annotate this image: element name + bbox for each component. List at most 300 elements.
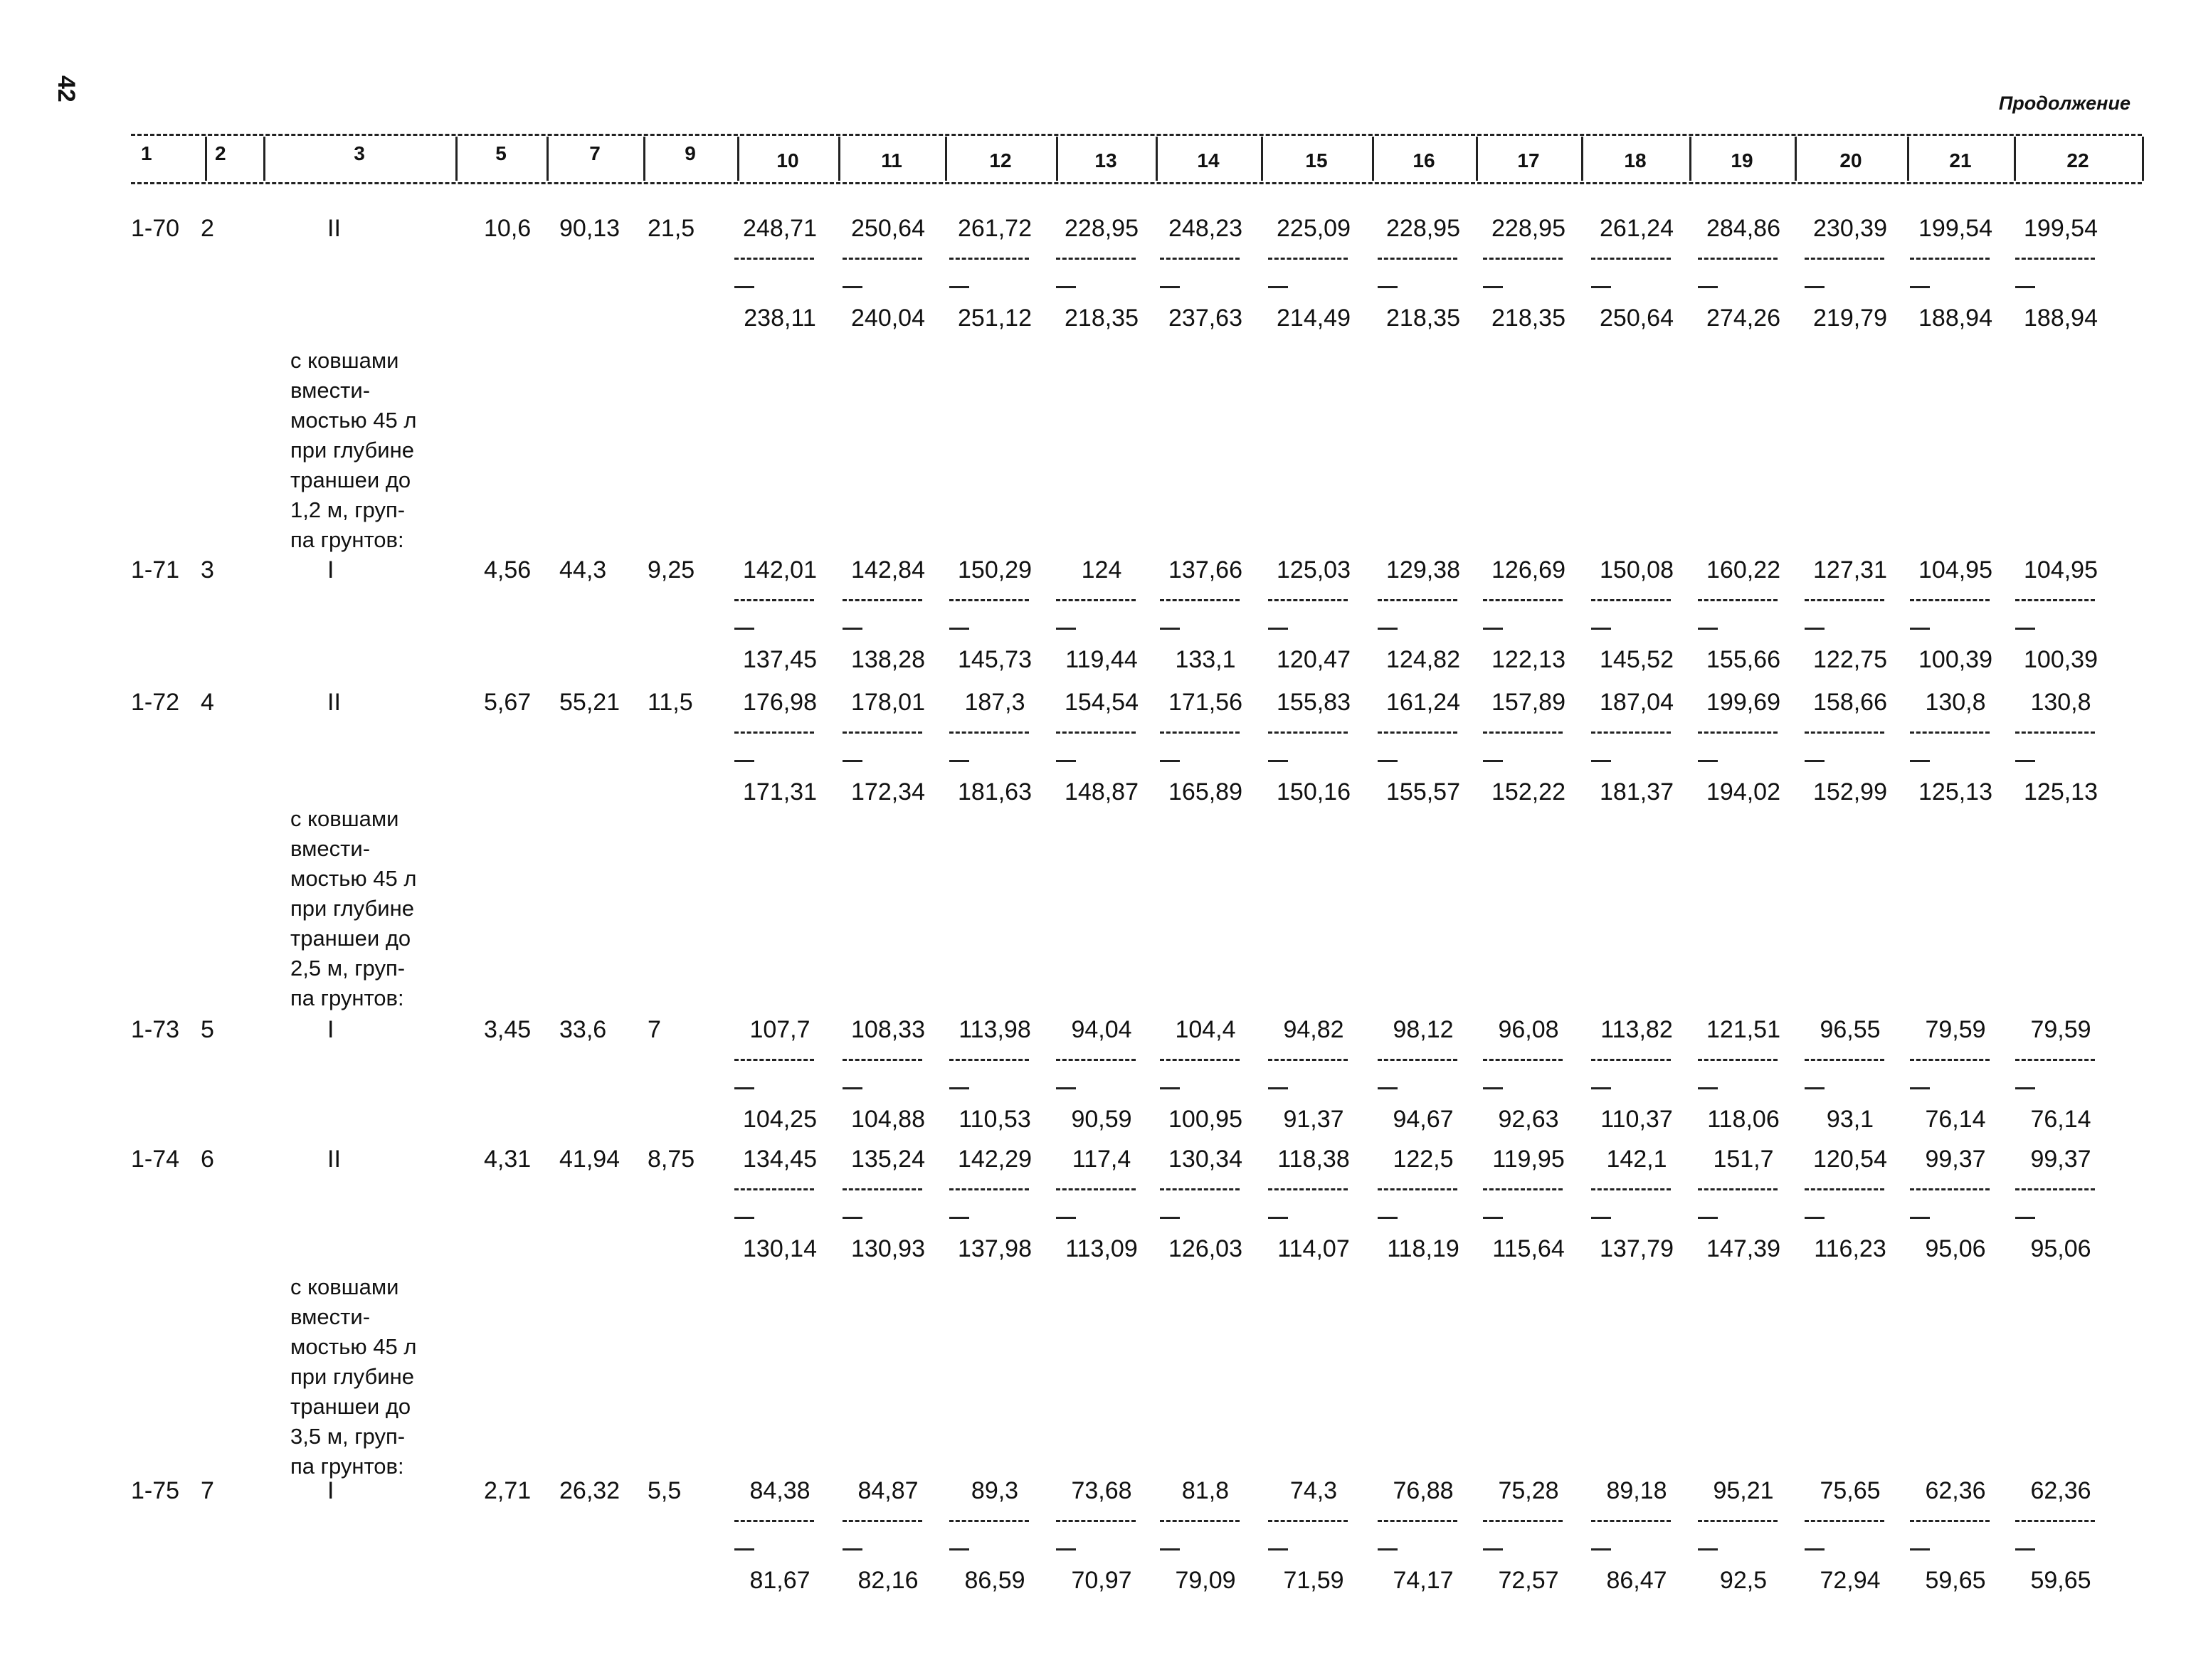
value-top: 125,03 [1277, 556, 1351, 583]
fraction-line [1483, 258, 1563, 260]
fraction-line [843, 731, 922, 734]
col-7-value: 90,13 [559, 215, 621, 242]
fraction-tick [949, 286, 969, 288]
fraction-tick [1698, 628, 1718, 630]
value-bottom: 240,04 [851, 305, 925, 332]
value-bottom: 181,63 [958, 778, 1032, 805]
fraction-tick [1483, 1087, 1503, 1089]
fraction-line [2015, 731, 2095, 734]
row-description: с ковшами вмести- мостью 45 л при глубине траншеи до 1,2 м, груп- па грунтов: [290, 348, 417, 552]
value-bottom: 122,13 [1491, 646, 1565, 673]
fraction-tick [1056, 628, 1076, 630]
fraction-tick [1160, 286, 1180, 288]
col-5-value: 4,31 [484, 1146, 532, 1173]
fraction-tick [1160, 628, 1180, 630]
col-9-value: 7 [648, 1016, 661, 1043]
fraction-tick [1591, 628, 1611, 630]
value-bottom: 138,28 [851, 646, 925, 673]
fraction-line [1268, 1188, 1348, 1190]
fraction-tick [1910, 1548, 1930, 1550]
fraction-tick [1698, 286, 1718, 288]
col-7-value: 55,21 [559, 689, 621, 716]
fraction-line [949, 731, 1029, 734]
fraction-line [1160, 258, 1240, 260]
value-top: 108,33 [851, 1016, 925, 1043]
fraction-tick [1698, 1548, 1718, 1550]
value-bottom: 100,39 [2024, 646, 2098, 673]
fraction-tick [1268, 1217, 1288, 1219]
row-number: 5 [201, 1016, 214, 1043]
row-description: с ковшами вмести- мостью 45 л при глубине траншеи до 3,5 м, груп- па грунтов: [290, 1274, 417, 1479]
page-number: 42 [53, 75, 80, 102]
value-bottom: 194,02 [1706, 778, 1780, 805]
value-bottom: 70,97 [1071, 1567, 1132, 1594]
fraction-tick [1698, 1087, 1718, 1089]
value-bottom: 148,87 [1065, 778, 1139, 805]
row-number: 7 [201, 1477, 214, 1504]
value-bottom: 95,06 [1925, 1235, 1986, 1262]
fraction-line [1698, 1188, 1778, 1190]
fraction-line [1698, 258, 1778, 260]
fraction-line [1805, 1520, 1884, 1522]
fraction-line [1056, 1188, 1136, 1190]
fraction-line [1378, 1520, 1457, 1522]
fraction-line [1591, 258, 1671, 260]
value-bottom: 95,06 [2030, 1235, 2091, 1262]
value-top: 99,37 [1925, 1146, 1986, 1173]
fraction-line [1910, 258, 1990, 260]
fraction-line [1910, 1520, 1990, 1522]
value-top: 129,38 [1386, 556, 1460, 583]
value-bottom: 71,59 [1283, 1567, 1344, 1594]
fraction-line [1483, 1520, 1563, 1522]
value-bottom: 165,89 [1168, 778, 1242, 805]
value-top: 155,83 [1277, 689, 1351, 716]
fraction-line [1483, 1188, 1563, 1190]
fraction-line [1805, 599, 1884, 601]
value-top: 176,98 [743, 689, 817, 716]
column-header: 22 [2066, 149, 2089, 171]
fraction-line [1378, 1188, 1457, 1190]
fraction-line [1056, 599, 1136, 601]
column-header: 13 [1094, 149, 1117, 171]
soil-group: I [327, 1016, 334, 1043]
soil-group: II [327, 1146, 341, 1173]
fraction-tick [1483, 1548, 1503, 1550]
col-7-value: 33,6 [559, 1016, 607, 1043]
col-9-value: 11,5 [648, 689, 693, 716]
col-5-value: 10,6 [484, 215, 532, 242]
fraction-line [949, 258, 1029, 260]
fraction-line [1268, 258, 1348, 260]
column-header: 9 [685, 142, 696, 164]
fraction-tick [1378, 1087, 1398, 1089]
value-bottom: 218,35 [1386, 305, 1460, 332]
fraction-tick [1056, 1548, 1076, 1550]
fraction-tick [1378, 1217, 1398, 1219]
column-header: 18 [1624, 149, 1647, 171]
value-top: 79,59 [1925, 1016, 1986, 1043]
value-top: 261,72 [958, 215, 1032, 242]
value-top: 158,66 [1813, 689, 1887, 716]
value-bottom: 218,35 [1491, 305, 1565, 332]
fraction-tick [1698, 760, 1718, 762]
fraction-line [1483, 1059, 1563, 1061]
column-header: 19 [1731, 149, 1753, 171]
fraction-line [843, 258, 922, 260]
value-top: 284,86 [1706, 215, 1780, 242]
fraction-line [1591, 1188, 1671, 1190]
value-top: 178,01 [851, 689, 925, 716]
fraction-tick [2015, 760, 2035, 762]
col-9-value: 9,25 [648, 556, 695, 583]
header-top-rule [131, 134, 2142, 136]
value-bottom: 171,31 [743, 778, 817, 805]
fraction-tick [1378, 760, 1398, 762]
value-top: 150,29 [958, 556, 1032, 583]
value-bottom: 274,26 [1706, 305, 1780, 332]
column-header: 17 [1517, 149, 1540, 171]
fraction-tick [1591, 286, 1611, 288]
value-top: 228,95 [1386, 215, 1460, 242]
column-header: 16 [1413, 149, 1435, 171]
value-bottom: 181,37 [1600, 778, 1674, 805]
value-top: 250,64 [851, 215, 925, 242]
column-header: 7 [589, 142, 601, 164]
value-bottom: 79,09 [1175, 1567, 1236, 1594]
value-bottom: 130,93 [851, 1235, 925, 1262]
value-top: 142,01 [743, 556, 817, 583]
value-top: 113,98 [959, 1016, 1031, 1043]
value-top: 248,71 [743, 215, 817, 242]
fraction-tick [1483, 286, 1503, 288]
column-header: 11 [881, 149, 902, 171]
fraction-tick [1591, 1217, 1611, 1219]
value-top: 117,4 [1072, 1146, 1131, 1173]
value-top: 84,87 [857, 1477, 919, 1504]
value-bottom: 59,65 [1925, 1567, 1986, 1594]
fraction-tick [949, 760, 969, 762]
value-bottom: 81,67 [749, 1567, 810, 1594]
fraction-line [2015, 1059, 2095, 1061]
fraction-line [1056, 731, 1136, 734]
col-5-value: 3,45 [484, 1016, 532, 1043]
value-top: 122,5 [1393, 1146, 1454, 1173]
fraction-line [1698, 1520, 1778, 1522]
fraction-line [1698, 1059, 1778, 1061]
fraction-line [949, 1188, 1029, 1190]
row-number: 3 [201, 556, 214, 583]
value-bottom: 110,37 [1600, 1106, 1673, 1133]
value-bottom: 145,73 [958, 646, 1032, 673]
fraction-line [949, 599, 1029, 601]
value-top: 98,12 [1393, 1016, 1454, 1043]
fraction-line [1160, 1188, 1240, 1190]
value-top: 171,56 [1168, 689, 1242, 716]
value-bottom: 124,82 [1386, 646, 1460, 673]
value-bottom: 130,14 [743, 1235, 817, 1262]
fraction-line [1268, 1059, 1348, 1061]
fraction-line [734, 1059, 814, 1061]
fraction-tick [1268, 628, 1288, 630]
value-bottom: 100,39 [1918, 646, 1992, 673]
fraction-tick [2015, 1087, 2035, 1089]
continuation-label: Продолжение [1998, 93, 2130, 114]
fraction-line [949, 1520, 1029, 1522]
col-9-value: 8,75 [648, 1146, 695, 1173]
value-top: 95,21 [1713, 1477, 1774, 1504]
value-bottom: 119,44 [1065, 646, 1138, 673]
col-5-value: 2,71 [484, 1477, 532, 1504]
fraction-line [843, 1520, 922, 1522]
fraction-line [1160, 1059, 1240, 1061]
fraction-tick [1378, 1548, 1398, 1550]
column-header: 15 [1305, 149, 1328, 171]
value-bottom: 150,16 [1277, 778, 1351, 805]
col-9-value: 5,5 [648, 1477, 682, 1504]
value-bottom: 133,1 [1175, 646, 1236, 673]
value-top: 230,39 [1813, 215, 1887, 242]
fraction-tick [1483, 1217, 1503, 1219]
value-top: 73,68 [1071, 1477, 1132, 1504]
fraction-line [1591, 1059, 1671, 1061]
fraction-tick [1268, 286, 1288, 288]
fraction-line [2015, 1520, 2095, 1522]
fraction-line [1378, 599, 1457, 601]
row-code: 1-71 [131, 556, 180, 583]
value-top: 228,95 [1491, 215, 1565, 242]
col-9-value: 21,5 [648, 215, 695, 242]
column-header: 5 [495, 142, 507, 164]
fraction-tick [843, 1217, 862, 1219]
value-bottom: 114,07 [1277, 1235, 1350, 1262]
row-code: 1-72 [131, 689, 180, 716]
value-top: 150,08 [1600, 556, 1674, 583]
fraction-line [1268, 599, 1348, 601]
fraction-tick [1160, 1087, 1180, 1089]
fraction-tick [1268, 1548, 1288, 1550]
value-top: 81,8 [1181, 1477, 1230, 1504]
value-bottom: 145,52 [1600, 646, 1674, 673]
value-top: 199,54 [1918, 215, 1992, 242]
fraction-line [843, 599, 922, 601]
fraction-tick [1483, 628, 1503, 630]
value-top: 107,7 [749, 1016, 810, 1043]
fraction-line [1268, 1520, 1348, 1522]
value-top: 199,69 [1706, 689, 1780, 716]
value-top: 120,54 [1813, 1146, 1887, 1173]
value-bottom: 137,98 [958, 1235, 1032, 1262]
fraction-tick [1056, 1217, 1076, 1219]
soil-group: II [327, 689, 341, 716]
fraction-tick [1378, 286, 1398, 288]
value-bottom: 218,35 [1065, 305, 1139, 332]
fraction-tick [2015, 1548, 2035, 1550]
value-top: 199,54 [2024, 215, 2098, 242]
value-top: 187,3 [964, 689, 1025, 716]
fraction-tick [1056, 286, 1076, 288]
fraction-tick [1160, 1548, 1180, 1550]
row-code: 1-74 [131, 1146, 180, 1173]
value-bottom: 86,59 [964, 1567, 1025, 1594]
fraction-line [1910, 731, 1990, 734]
fraction-line [1698, 731, 1778, 734]
value-bottom: 91,37 [1283, 1106, 1344, 1133]
value-top: 121,51 [1706, 1016, 1780, 1043]
fraction-line [1483, 731, 1563, 734]
value-top: 142,84 [851, 556, 925, 583]
col-5-value: 4,56 [484, 556, 532, 583]
fraction-line [734, 599, 814, 601]
value-bottom: 122,75 [1813, 646, 1887, 673]
value-top: 76,88 [1393, 1477, 1454, 1504]
value-top: 89,18 [1606, 1477, 1667, 1504]
value-bottom: 126,03 [1168, 1235, 1242, 1262]
value-bottom: 59,65 [2030, 1567, 2091, 1594]
column-header: 2 [215, 142, 226, 164]
fraction-tick [1910, 1087, 1930, 1089]
value-top: 160,22 [1706, 556, 1780, 583]
value-top: 126,69 [1491, 556, 1565, 583]
value-bottom: 118,06 [1707, 1106, 1780, 1133]
fraction-line [1591, 599, 1671, 601]
value-top: 130,8 [1925, 689, 1986, 716]
soil-group: II [327, 215, 341, 242]
column-header: 1 [141, 142, 152, 164]
row-number: 2 [201, 215, 214, 242]
fraction-tick [1910, 760, 1930, 762]
value-top: 225,09 [1277, 215, 1351, 242]
fraction-line [1591, 731, 1671, 734]
fraction-tick [1591, 1087, 1611, 1089]
value-bottom: 104,25 [743, 1106, 817, 1133]
fraction-tick [843, 1087, 862, 1089]
value-top: 119,95 [1492, 1146, 1565, 1173]
fraction-line [1378, 1059, 1457, 1061]
column-header: 20 [1839, 149, 1862, 171]
value-bottom: 90,59 [1071, 1106, 1132, 1133]
row-number: 6 [201, 1146, 214, 1173]
value-bottom: 188,94 [2024, 305, 2098, 332]
value-bottom: 118,19 [1387, 1235, 1459, 1262]
fraction-tick [1268, 760, 1288, 762]
fraction-tick [734, 286, 754, 288]
value-top: 79,59 [2030, 1016, 2091, 1043]
fraction-tick [843, 760, 862, 762]
value-bottom: 251,12 [958, 305, 1032, 332]
value-top: 104,95 [2024, 556, 2098, 583]
value-top: 261,24 [1600, 215, 1674, 242]
value-top: 228,95 [1065, 215, 1139, 242]
value-top: 94,04 [1071, 1016, 1132, 1043]
fraction-tick [843, 628, 862, 630]
fraction-tick [1483, 760, 1503, 762]
fraction-tick [1910, 286, 1930, 288]
value-top: 94,82 [1283, 1016, 1344, 1043]
value-top: 96,08 [1498, 1016, 1559, 1043]
value-top: 84,38 [749, 1477, 810, 1504]
column-header: 14 [1197, 149, 1220, 171]
value-bottom: 125,13 [2024, 778, 2098, 805]
fraction-line [1805, 1059, 1884, 1061]
fraction-line [1805, 1188, 1884, 1190]
value-top: 62,36 [2030, 1477, 2091, 1504]
row-code: 1-75 [131, 1477, 180, 1504]
fraction-tick [734, 1548, 754, 1550]
soil-group: I [327, 556, 334, 583]
row-code: 1-73 [131, 1016, 180, 1043]
fraction-tick [1698, 1217, 1718, 1219]
value-top: 130,8 [2030, 689, 2091, 716]
fraction-line [1805, 258, 1884, 260]
value-bottom: 152,22 [1491, 778, 1565, 805]
fraction-tick [1160, 1217, 1180, 1219]
value-bottom: 125,13 [1918, 778, 1992, 805]
value-bottom: 76,14 [1925, 1106, 1986, 1133]
value-top: 157,89 [1491, 689, 1565, 716]
fraction-tick [1805, 1087, 1825, 1089]
fraction-tick [843, 286, 862, 288]
value-top: 161,24 [1386, 689, 1460, 716]
fraction-line [1160, 731, 1240, 734]
value-top: 113,82 [1600, 1016, 1673, 1043]
fraction-tick [1056, 760, 1076, 762]
fraction-line [2015, 599, 2095, 601]
col-7-value: 41,94 [559, 1146, 621, 1173]
value-top: 74,3 [1289, 1477, 1338, 1504]
fraction-line [1591, 1520, 1671, 1522]
value-bottom: 188,94 [1918, 305, 1992, 332]
value-bottom: 74,17 [1393, 1567, 1454, 1594]
value-top: 89,3 [971, 1477, 1019, 1504]
fraction-line [734, 1520, 814, 1522]
value-bottom: 76,14 [2030, 1106, 2091, 1133]
value-bottom: 238,11 [744, 305, 816, 332]
fraction-line [2015, 1188, 2095, 1190]
value-bottom: 147,39 [1706, 1235, 1780, 1262]
col-7-value: 44,3 [559, 556, 607, 583]
value-bottom: 100,95 [1168, 1106, 1242, 1133]
value-bottom: 172,34 [851, 778, 925, 805]
value-bottom: 214,49 [1277, 305, 1351, 332]
value-bottom: 152,99 [1813, 778, 1887, 805]
value-bottom: 92,5 [1719, 1567, 1768, 1594]
value-bottom: 86,47 [1606, 1567, 1667, 1594]
fraction-tick [2015, 628, 2035, 630]
fraction-tick [734, 1217, 754, 1219]
header-divider [2142, 137, 2144, 181]
fraction-tick [1805, 760, 1825, 762]
fraction-tick [949, 628, 969, 630]
value-top: 142,29 [958, 1146, 1032, 1173]
fraction-line [1378, 258, 1457, 260]
fraction-line [1483, 599, 1563, 601]
fraction-line [1910, 1188, 1990, 1190]
fraction-tick [1378, 628, 1398, 630]
fraction-line [1805, 731, 1884, 734]
fraction-tick [2015, 1217, 2035, 1219]
value-top: 104,95 [1918, 556, 1992, 583]
value-bottom: 120,47 [1277, 646, 1351, 673]
value-bottom: 72,94 [1820, 1567, 1881, 1594]
column-header: 10 [776, 149, 799, 171]
fraction-tick [843, 1548, 862, 1550]
fraction-line [734, 258, 814, 260]
value-top: 151,7 [1713, 1146, 1774, 1173]
fraction-tick [1910, 628, 1930, 630]
value-bottom: 113,09 [1065, 1235, 1138, 1262]
value-bottom: 250,64 [1600, 305, 1674, 332]
